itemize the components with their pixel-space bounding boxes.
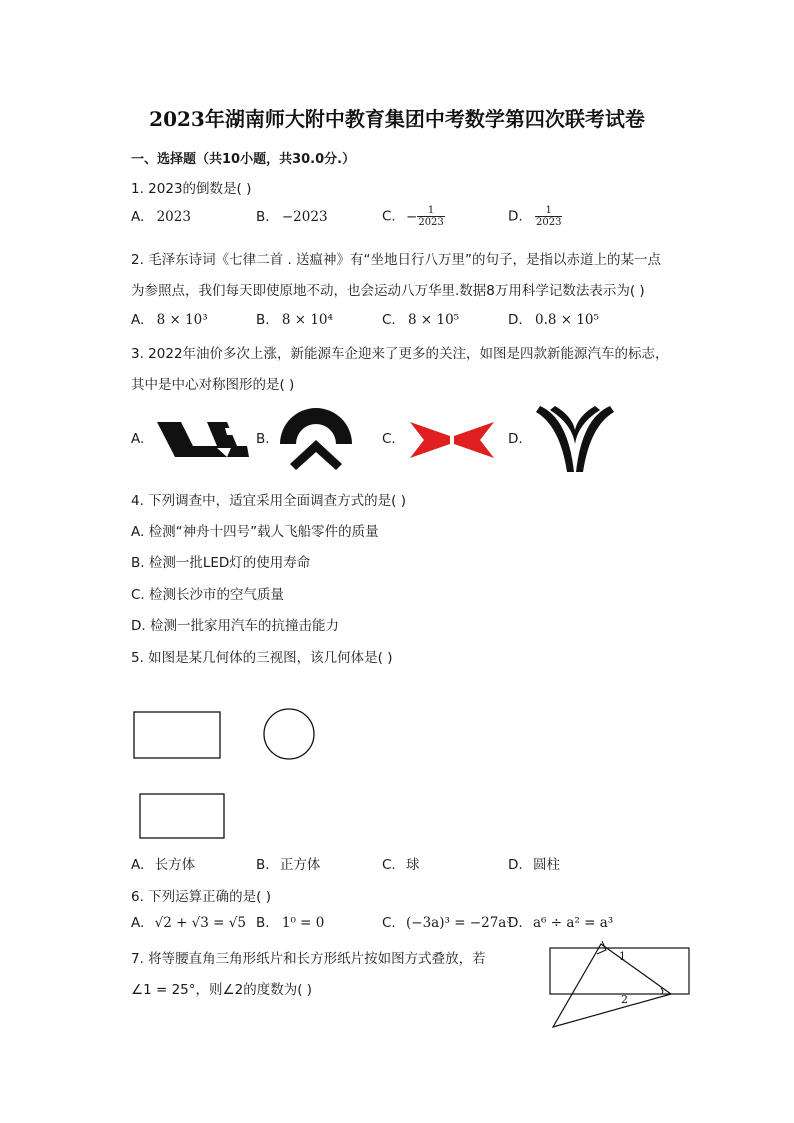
question-1-stem: 1. 2023的倒数是( ) xyxy=(131,181,252,197)
page-title: 2023年湖南师大附中教育集团中考数学第四次联考试卷 xyxy=(149,107,645,131)
option-value: (−3a)³ = −27a³ xyxy=(406,915,512,931)
section-heading: 一、选择题（共10小题，共30.0分.） xyxy=(131,152,356,167)
option-value: 2023 xyxy=(156,209,191,225)
option-label: B. xyxy=(256,312,270,328)
option-value: 1⁰ = 0 xyxy=(281,915,325,931)
question-2-line-2: 为参照点，我们每天即使原地不动，也会运动八万华里.数据8万用科学记数法表示为( ) xyxy=(131,283,645,299)
question-2-line-1: 2. 毛泽东诗词《七律二首 . 送瘟神》有“坐地日行八万里”的句子，是指以赤道上的某一点 xyxy=(131,252,662,268)
fraction xyxy=(417,205,444,228)
option-label: B. xyxy=(256,857,270,873)
question-7-line-1: 7. 将等腰直角三角形纸片和长方形纸片按如图方式叠放，若 xyxy=(131,951,486,967)
question-4-stem: 4. 下列调查中，适宜采用全面调查方式的是( ) xyxy=(131,493,406,509)
q5-option-a[interactable] xyxy=(131,853,195,873)
q6-option-a[interactable] xyxy=(131,915,246,931)
logo-a-icon xyxy=(155,420,251,460)
q1-option-b[interactable] xyxy=(256,209,328,225)
question-7-line-2: ∠1 = 25°，则∠2的度数为( ) xyxy=(131,982,313,998)
option-label: A. xyxy=(131,312,145,328)
q2-option-a[interactable] xyxy=(131,312,208,328)
q6-option-b[interactable] xyxy=(256,915,324,931)
right-triangle-paper xyxy=(553,944,671,1027)
triangle-rectangle-figure xyxy=(545,938,693,1032)
option-label: A. xyxy=(131,915,145,931)
option-label: D. xyxy=(508,312,523,328)
logo-b-icon xyxy=(278,406,354,472)
option-label: C. xyxy=(382,312,396,328)
option-label: A. xyxy=(131,209,145,225)
q3-option-c-label[interactable]: C. xyxy=(382,431,396,447)
question-6-stem: 6. 下列运算正确的是( ) xyxy=(131,889,271,905)
q6-option-c[interactable] xyxy=(382,915,512,931)
front-view-rectangle xyxy=(134,712,220,758)
q2-option-d[interactable] xyxy=(508,312,599,328)
question-3-line-2: 其中是中心对称图形的是( ) xyxy=(131,377,295,393)
angle-2-label: 2 xyxy=(621,993,628,1006)
option-value: 0.8 × 10⁵ xyxy=(534,312,599,328)
top-view-rectangle xyxy=(140,794,224,838)
q4-option-a[interactable]: A. 检测“神舟十四号”载人飞船零件的质量 xyxy=(131,524,379,540)
q2-option-c[interactable] xyxy=(382,312,459,328)
q1-option-c[interactable] xyxy=(382,205,445,228)
option-value: √2 + √3 = √5 xyxy=(154,915,246,931)
angle-2-arc xyxy=(661,988,663,994)
option-label: C. xyxy=(382,857,396,873)
q4-option-c[interactable]: C. 检测长沙市的空气质量 xyxy=(131,587,285,603)
option-value: 正方体 xyxy=(279,857,321,873)
fraction xyxy=(535,205,562,228)
option-label: D. xyxy=(508,915,523,931)
angle-1-label: 1 xyxy=(619,950,626,963)
option-value: 球 xyxy=(406,857,420,873)
logo-c-icon xyxy=(408,420,496,460)
option-label: D. xyxy=(508,857,523,873)
option-value: a⁶ ÷ a² = a³ xyxy=(532,915,614,931)
fraction-denominator: 2023 xyxy=(535,217,562,228)
three-view-figure xyxy=(130,706,330,846)
option-label: C. xyxy=(382,915,396,931)
fraction-numerator: 1 xyxy=(417,205,444,217)
side-view-circle xyxy=(264,709,314,759)
fraction-sign: − xyxy=(406,208,418,225)
fraction-numerator: 1 xyxy=(535,205,562,217)
q6-option-d[interactable] xyxy=(508,915,613,931)
option-value: −2023 xyxy=(281,209,328,225)
q5-option-b[interactable] xyxy=(256,853,320,873)
q4-option-d[interactable]: D. 检测一批家用汽车的抗撞击能力 xyxy=(131,618,339,634)
q3-option-b-label[interactable]: B. xyxy=(256,431,270,447)
q1-option-a[interactable] xyxy=(131,209,191,225)
logo-d-icon xyxy=(534,404,616,474)
fraction-denominator: 2023 xyxy=(418,217,444,228)
q1-option-d[interactable] xyxy=(508,205,562,228)
option-value: 8 × 10³ xyxy=(156,312,208,328)
question-3-line-1: 3. 2022年油价多次上涨，新能源车企迎来了更多的关注，如图是四款新能源汽车的标志， xyxy=(131,346,669,362)
option-value: 圆柱 xyxy=(532,857,560,873)
question-5-stem: 5. 如图是某几何体的三视图，该几何体是( ) xyxy=(131,650,393,666)
option-value: 长方体 xyxy=(154,857,196,873)
option-value: 8 × 10⁵ xyxy=(408,312,460,328)
q3-option-d-label[interactable]: D. xyxy=(508,431,523,447)
q4-option-b[interactable]: B. 检测一批LED灯的使用寿命 xyxy=(131,555,311,571)
q5-option-c[interactable] xyxy=(382,853,420,873)
option-label: C. xyxy=(382,208,396,225)
q5-option-d[interactable] xyxy=(508,853,560,873)
option-label: D. xyxy=(508,208,523,225)
option-value: 8 × 10⁴ xyxy=(281,312,333,328)
option-label: B. xyxy=(256,915,270,931)
option-label: A. xyxy=(131,857,145,873)
q2-option-b[interactable] xyxy=(256,312,333,328)
option-label: B. xyxy=(256,209,270,225)
q3-option-a-label[interactable]: A. xyxy=(131,431,145,447)
